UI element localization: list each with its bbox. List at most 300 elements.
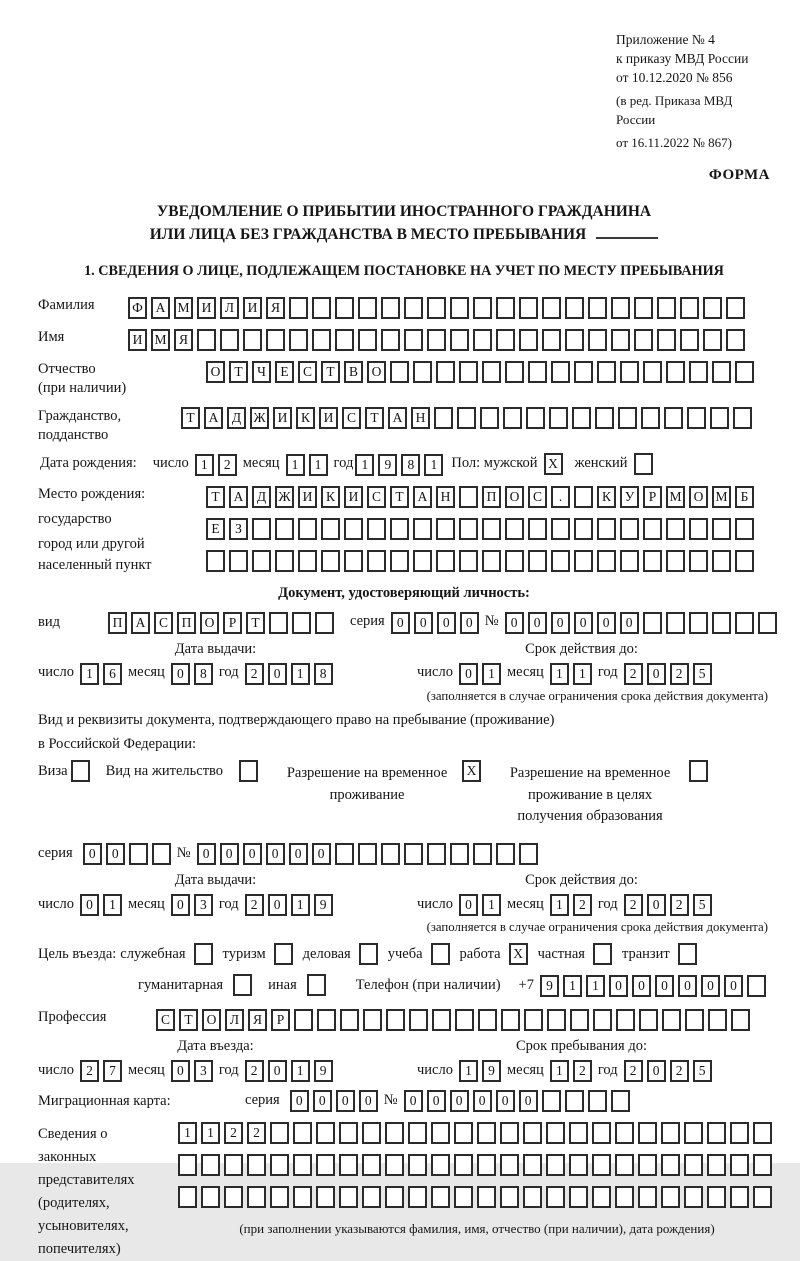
char-box[interactable]: 0 [620,612,639,634]
char-box[interactable] [523,1122,542,1144]
option-residence-permit-checkbox[interactable] [239,760,258,782]
char-box[interactable] [316,1122,335,1144]
char-box[interactable]: 0 [609,975,628,997]
char-box[interactable] [551,361,570,383]
char-box[interactable] [730,1186,749,1208]
char-box[interactable] [615,1186,634,1208]
char-box[interactable] [661,1154,680,1176]
char-box[interactable]: 1 [195,454,214,476]
char-box[interactable]: 2 [670,1060,689,1082]
char-box[interactable]: 0 [197,843,216,865]
char-box[interactable] [592,1122,611,1144]
char-box[interactable] [482,550,501,572]
char-box[interactable]: 5 [693,1060,712,1082]
char-box[interactable] [569,1154,588,1176]
char-box[interactable]: Л [225,1009,244,1031]
char-box[interactable] [634,297,653,319]
char-box[interactable]: П [108,612,127,634]
char-box[interactable] [427,297,446,319]
char-box[interactable] [275,550,294,572]
char-box[interactable]: Т [179,1009,198,1031]
char-box[interactable] [270,1122,289,1144]
char-box[interactable] [178,1154,197,1176]
char-box[interactable] [473,843,492,865]
char-box[interactable] [293,1186,312,1208]
char-box[interactable] [661,1186,680,1208]
char-box[interactable] [730,1122,749,1144]
char-box[interactable] [129,843,148,865]
char-box[interactable] [335,329,354,351]
char-box[interactable] [450,329,469,351]
char-box[interactable] [473,297,492,319]
char-box[interactable] [664,407,683,429]
char-box[interactable] [593,1009,612,1031]
char-box[interactable] [712,361,731,383]
char-box[interactable] [574,361,593,383]
char-box[interactable] [528,550,547,572]
char-box[interactable]: П [482,486,501,508]
char-box[interactable] [569,1122,588,1144]
char-box[interactable] [454,1186,473,1208]
char-box[interactable] [220,329,239,351]
char-box[interactable] [362,1186,381,1208]
char-box[interactable] [638,1186,657,1208]
char-box[interactable] [386,1009,405,1031]
char-box[interactable] [735,612,754,634]
char-box[interactable] [611,329,630,351]
char-box[interactable] [733,407,752,429]
char-box[interactable]: Ж [275,486,294,508]
char-box[interactable] [758,612,777,634]
char-box[interactable]: Р [271,1009,290,1031]
char-box[interactable]: И [344,486,363,508]
char-box[interactable]: И [319,407,338,429]
char-box[interactable] [519,843,538,865]
char-box[interactable]: 1 [586,975,605,997]
char-box[interactable] [712,550,731,572]
char-box[interactable] [542,1090,561,1112]
char-box[interactable]: 2 [80,1060,99,1082]
char-box[interactable] [381,329,400,351]
char-box[interactable] [224,1154,243,1176]
char-box[interactable]: 2 [245,663,264,685]
char-box[interactable]: 1 [482,663,501,685]
char-box[interactable]: 2 [624,894,643,916]
char-box[interactable] [680,329,699,351]
char-box[interactable]: 0 [414,612,433,634]
char-box[interactable] [340,1009,359,1031]
char-box[interactable] [505,361,524,383]
char-box[interactable] [434,407,453,429]
char-box[interactable] [293,1154,312,1176]
char-box[interactable] [611,1090,630,1112]
char-box[interactable]: 0 [460,612,479,634]
char-box[interactable]: 1 [80,663,99,685]
char-box[interactable] [726,297,745,319]
char-box[interactable] [316,1154,335,1176]
char-box[interactable] [549,407,568,429]
char-box[interactable]: 1 [355,454,374,476]
char-box[interactable]: 0 [473,1090,492,1112]
char-box[interactable]: А [204,407,223,429]
char-box[interactable]: 1 [201,1122,220,1144]
char-box[interactable]: Ф [128,297,147,319]
char-box[interactable] [427,329,446,351]
char-box[interactable] [634,329,653,351]
char-box[interactable]: 0 [647,663,666,685]
char-box[interactable]: Т [229,361,248,383]
char-box[interactable] [321,550,340,572]
char-box[interactable] [661,1122,680,1144]
char-box[interactable]: 0 [678,975,697,997]
purpose-transit-checkbox[interactable] [678,943,697,965]
char-box[interactable] [436,361,455,383]
option-temp-residence-education-checkbox[interactable] [689,760,708,782]
char-box[interactable]: К [296,407,315,429]
char-box[interactable] [666,361,685,383]
char-box[interactable]: 9 [378,454,397,476]
char-box[interactable] [224,1186,243,1208]
char-box[interactable] [643,612,662,634]
char-box[interactable] [335,297,354,319]
char-box[interactable]: М [174,297,193,319]
char-box[interactable]: 1 [309,454,328,476]
char-box[interactable]: 1 [291,894,310,916]
char-box[interactable]: 0 [220,843,239,865]
char-box[interactable] [432,1009,451,1031]
char-box[interactable] [459,550,478,572]
char-box[interactable] [657,297,676,319]
char-box[interactable]: Ч [252,361,271,383]
char-box[interactable]: 5 [693,663,712,685]
char-box[interactable]: 0 [519,1090,538,1112]
char-box[interactable] [450,843,469,865]
char-box[interactable]: 9 [314,894,333,916]
char-box[interactable] [565,1090,584,1112]
char-box[interactable] [385,1122,404,1144]
char-box[interactable]: 0 [597,612,616,634]
char-box[interactable] [431,1122,450,1144]
char-box[interactable] [707,1186,726,1208]
char-box[interactable]: О [689,486,708,508]
purpose-other-checkbox[interactable] [307,974,326,996]
char-box[interactable] [293,1122,312,1144]
char-box[interactable]: 1 [424,454,443,476]
char-box[interactable] [298,550,317,572]
char-box[interactable]: С [528,486,547,508]
char-box[interactable]: Т [365,407,384,429]
char-box[interactable]: 0 [459,894,478,916]
char-box[interactable]: Р [643,486,662,508]
char-box[interactable] [523,1154,542,1176]
option-temp-residence-checkbox[interactable]: X [462,760,481,782]
char-box[interactable] [363,1009,382,1031]
char-box[interactable] [500,1186,519,1208]
char-box[interactable] [680,297,699,319]
char-box[interactable]: О [206,361,225,383]
char-box[interactable]: 0 [496,1090,515,1112]
char-box[interactable] [542,297,561,319]
char-box[interactable] [523,1186,542,1208]
char-box[interactable] [247,1186,266,1208]
char-box[interactable]: И [197,297,216,319]
char-box[interactable] [298,518,317,540]
char-box[interactable] [358,297,377,319]
char-box[interactable]: С [156,1009,175,1031]
purpose-tourism-checkbox[interactable] [274,943,293,965]
char-box[interactable] [178,1186,197,1208]
char-box[interactable] [294,1009,313,1031]
char-box[interactable] [572,407,591,429]
char-box[interactable]: Т [181,407,200,429]
char-box[interactable]: И [298,486,317,508]
char-box[interactable]: 1 [291,1060,310,1082]
char-box[interactable] [482,518,501,540]
char-box[interactable] [570,1009,589,1031]
char-box[interactable]: 8 [314,663,333,685]
char-box[interactable]: К [321,486,340,508]
char-box[interactable] [413,518,432,540]
char-box[interactable] [615,1154,634,1176]
char-box[interactable] [524,1009,543,1031]
char-box[interactable]: 5 [693,894,712,916]
char-box[interactable] [641,407,660,429]
char-box[interactable]: И [128,329,147,351]
char-box[interactable] [358,329,377,351]
char-box[interactable] [247,1154,266,1176]
char-box[interactable] [588,329,607,351]
char-box[interactable]: М [712,486,731,508]
char-box[interactable]: 2 [624,663,643,685]
char-box[interactable] [482,361,501,383]
char-box[interactable] [381,297,400,319]
char-box[interactable]: К [597,486,616,508]
char-box[interactable] [201,1186,220,1208]
char-box[interactable]: 2 [670,894,689,916]
char-box[interactable] [362,1154,381,1176]
char-box[interactable]: У [620,486,639,508]
char-box[interactable]: 0 [268,1060,287,1082]
char-box[interactable] [735,550,754,572]
char-box[interactable] [339,1122,358,1144]
char-box[interactable]: 2 [624,1060,643,1082]
char-box[interactable] [689,612,708,634]
char-box[interactable]: И [273,407,292,429]
char-box[interactable]: 1 [178,1122,197,1144]
char-box[interactable] [457,407,476,429]
char-box[interactable]: Р [223,612,242,634]
char-box[interactable] [574,550,593,572]
char-box[interactable]: 1 [482,894,501,916]
char-box[interactable] [747,975,766,997]
char-box[interactable] [638,1122,657,1144]
char-box[interactable] [616,1009,635,1031]
char-box[interactable] [269,612,288,634]
char-box[interactable]: 0 [336,1090,355,1112]
char-box[interactable] [367,518,386,540]
char-box[interactable] [501,1009,520,1031]
char-box[interactable] [413,361,432,383]
char-box[interactable] [477,1186,496,1208]
char-box[interactable]: 0 [268,894,287,916]
char-box[interactable] [316,1186,335,1208]
char-box[interactable] [381,843,400,865]
char-box[interactable] [620,361,639,383]
char-box[interactable]: 0 [106,843,125,865]
char-box[interactable] [546,1186,565,1208]
char-box[interactable]: 0 [359,1090,378,1112]
char-box[interactable] [666,518,685,540]
char-box[interactable]: 3 [194,894,213,916]
purpose-humanitarian-checkbox[interactable] [233,974,252,996]
char-box[interactable]: 1 [573,663,592,685]
char-box[interactable] [597,550,616,572]
char-box[interactable] [427,843,446,865]
char-box[interactable]: 0 [427,1090,446,1112]
char-box[interactable]: О [505,486,524,508]
char-box[interactable] [459,518,478,540]
purpose-business-checkbox[interactable] [359,943,378,965]
char-box[interactable]: 1 [286,454,305,476]
char-box[interactable] [666,612,685,634]
char-box[interactable]: 0 [171,894,190,916]
char-box[interactable] [569,1186,588,1208]
char-box[interactable] [404,843,423,865]
char-box[interactable]: М [151,329,170,351]
char-box[interactable] [753,1186,772,1208]
char-box[interactable]: 2 [573,1060,592,1082]
char-box[interactable]: 1 [550,663,569,685]
char-box[interactable] [528,361,547,383]
char-box[interactable]: 0 [450,1090,469,1112]
char-box[interactable]: 1 [563,975,582,997]
char-box[interactable] [408,1186,427,1208]
char-box[interactable] [620,518,639,540]
char-box[interactable] [735,361,754,383]
char-box[interactable] [266,329,285,351]
char-box[interactable]: О [200,612,219,634]
char-box[interactable]: 0 [243,843,262,865]
char-box[interactable]: Я [174,329,193,351]
char-box[interactable]: 9 [540,975,559,997]
char-box[interactable] [339,1154,358,1176]
char-box[interactable] [454,1122,473,1144]
char-box[interactable]: Я [248,1009,267,1031]
option-visa-checkbox[interactable] [71,760,90,782]
char-box[interactable]: С [342,407,361,429]
char-box[interactable]: 0 [289,843,308,865]
char-box[interactable]: 2 [247,1122,266,1144]
char-box[interactable] [708,1009,727,1031]
char-box[interactable] [317,1009,336,1031]
char-box[interactable]: 0 [391,612,410,634]
char-box[interactable]: 3 [194,1060,213,1082]
char-box[interactable] [547,1009,566,1031]
char-box[interactable] [592,1186,611,1208]
char-box[interactable]: 2 [670,663,689,685]
char-box[interactable]: А [388,407,407,429]
char-box[interactable]: Я [266,297,285,319]
char-box[interactable] [390,361,409,383]
char-box[interactable] [505,550,524,572]
char-box[interactable]: 2 [245,1060,264,1082]
char-box[interactable]: 0 [171,663,190,685]
char-box[interactable]: 8 [401,454,420,476]
char-box[interactable] [735,518,754,540]
char-box[interactable] [712,518,731,540]
char-box[interactable] [620,550,639,572]
char-box[interactable]: Б [735,486,754,508]
char-box[interactable] [551,550,570,572]
char-box[interactable] [703,329,722,351]
char-box[interactable]: 7 [103,1060,122,1082]
char-box[interactable]: Е [275,361,294,383]
char-box[interactable]: О [367,361,386,383]
char-box[interactable]: 9 [314,1060,333,1082]
char-box[interactable]: А [413,486,432,508]
char-box[interactable]: 0 [313,1090,332,1112]
purpose-study-checkbox[interactable] [431,943,450,965]
char-box[interactable] [315,612,334,634]
char-box[interactable]: Т [246,612,265,634]
char-box[interactable] [367,550,386,572]
char-box[interactable] [390,550,409,572]
char-box[interactable] [551,518,570,540]
char-box[interactable] [292,612,311,634]
char-box[interactable] [666,550,685,572]
char-box[interactable]: 0 [551,612,570,634]
char-box[interactable]: Л [220,297,239,319]
char-box[interactable] [565,297,584,319]
char-box[interactable]: 0 [528,612,547,634]
char-box[interactable] [684,1154,703,1176]
char-box[interactable]: 0 [701,975,720,997]
char-box[interactable] [201,1154,220,1176]
char-box[interactable]: 2 [573,894,592,916]
char-box[interactable]: З [229,518,248,540]
char-box[interactable]: Н [436,486,455,508]
char-box[interactable]: И [243,297,262,319]
char-box[interactable]: 0 [312,843,331,865]
char-box[interactable] [519,329,538,351]
char-box[interactable] [689,550,708,572]
char-box[interactable]: 1 [550,1060,569,1082]
char-box[interactable]: 1 [103,894,122,916]
char-box[interactable]: 0 [80,894,99,916]
char-box[interactable] [588,1090,607,1112]
char-box[interactable] [707,1122,726,1144]
char-box[interactable] [289,329,308,351]
char-box[interactable] [197,329,216,351]
char-box[interactable] [685,1009,704,1031]
char-box[interactable] [687,407,706,429]
char-box[interactable]: 2 [245,894,264,916]
char-box[interactable]: 2 [224,1122,243,1144]
char-box[interactable]: 0 [724,975,743,997]
char-box[interactable] [408,1122,427,1144]
char-box[interactable] [730,1154,749,1176]
char-box[interactable] [206,550,225,572]
char-box[interactable]: 0 [83,843,102,865]
char-box[interactable] [243,329,262,351]
char-box[interactable] [731,1009,750,1031]
char-box[interactable] [289,297,308,319]
char-box[interactable] [436,518,455,540]
char-box[interactable]: Ж [250,407,269,429]
char-box[interactable]: П [177,612,196,634]
char-box[interactable]: В [344,361,363,383]
char-box[interactable] [753,1122,772,1144]
